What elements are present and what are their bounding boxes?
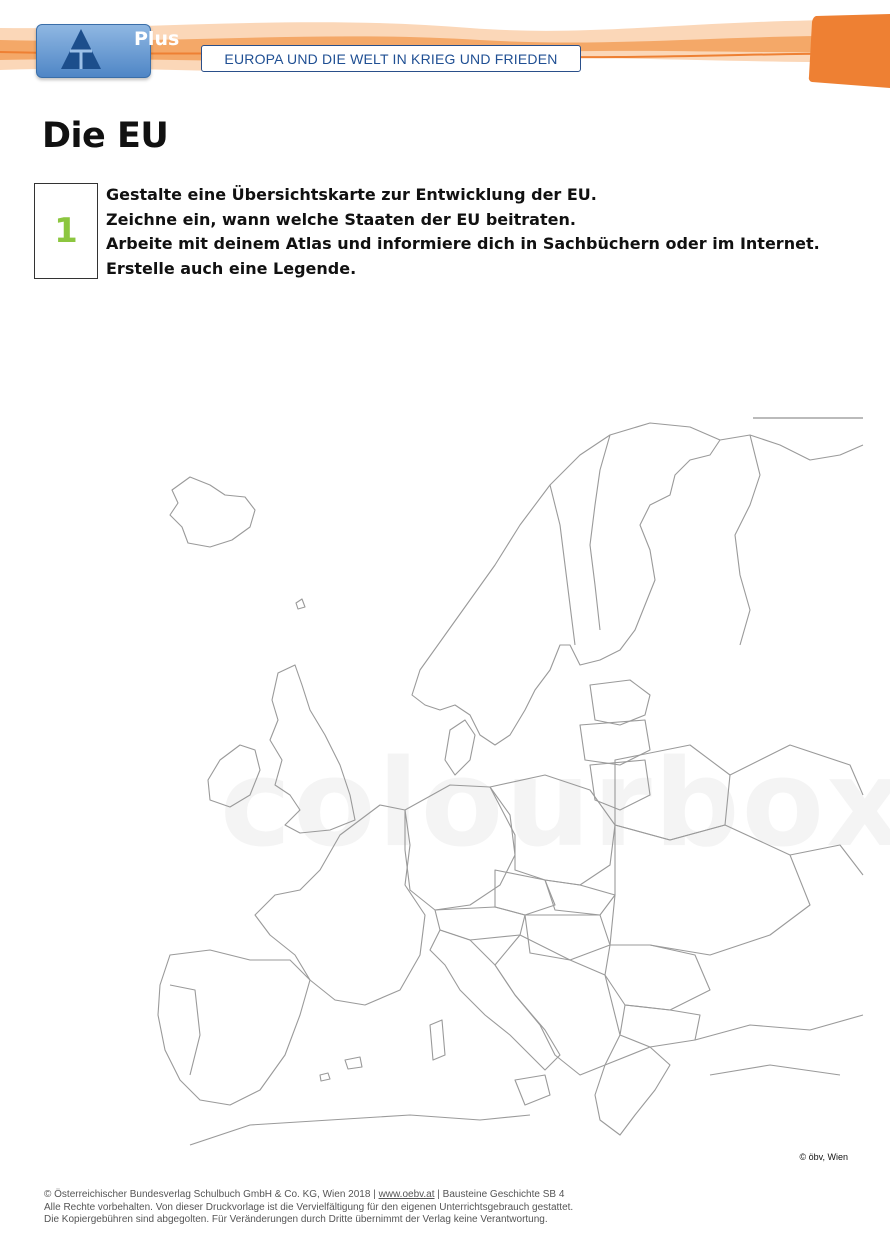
plus-logo (36, 24, 180, 78)
footer-copyright: © Österreichischer Bundesverlag Schulbuch GmbH & Co. KG, Wien 2018 | (44, 1189, 379, 1200)
task-line: Erstelle auch eine Legende. (106, 258, 357, 278)
series-title-box: EUROPA UND DIE WELT IN KRIEG UND FRIEDEN (201, 45, 581, 72)
footer-source: | Bausteine Geschichte SB 4 (434, 1189, 565, 1200)
map-credit: © öbv, Wien (799, 1152, 848, 1162)
task-number-box: 1 (34, 183, 98, 279)
footer-line-3: Die Kopiergebühren sind abgegolten. Für Veränderungen durch Dritte übernimmt der Verlag keine Verantwortung. (44, 1214, 548, 1225)
publisher-link[interactable]: www.oebv.at (378, 1189, 435, 1200)
logo-text: Plus (134, 28, 180, 50)
task-line: Zeichne ein, wann welche Staaten der EU beitraten. (106, 209, 576, 229)
task-instructions (106, 183, 820, 281)
europe-outline-map (150, 415, 865, 1155)
footer-line-2: Alle Rechte vorbehalten. Von dieser Druckvorlage ist die Vervielfältigung für den eigenen Unterrichtsgebrauch gestattet. (44, 1201, 574, 1213)
task-line: Arbeite mit deinem Atlas und informiere dich in Sachbüchern oder im Internet. (106, 234, 820, 253)
footer-line-1 (44, 1189, 573, 1202)
footer (44, 1189, 573, 1227)
orange-corner-tab (808, 14, 890, 88)
task-line: Gestalte eine Übersichtskarte zur Entwicklung der EU. (106, 185, 597, 204)
page-title: Die EU (42, 116, 169, 156)
